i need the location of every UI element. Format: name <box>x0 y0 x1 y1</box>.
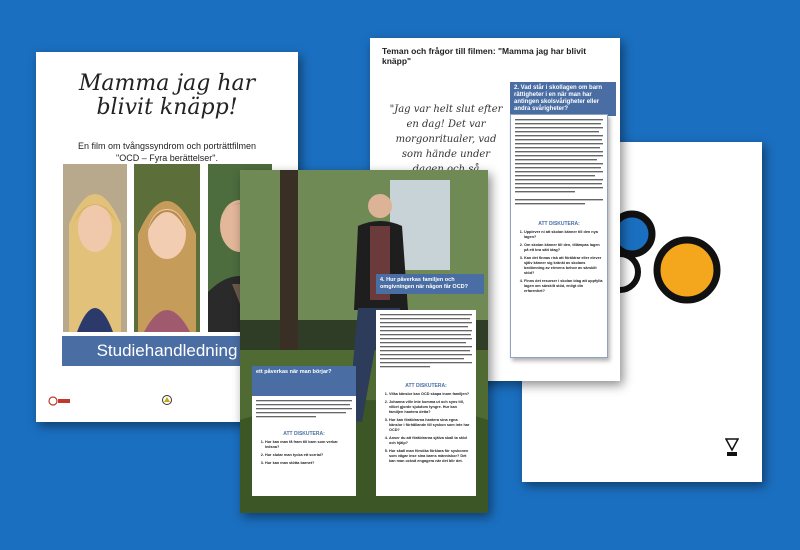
partner-logo-icon <box>48 396 70 406</box>
subtitle-line: "OCD – Fyra berättelser". <box>116 153 218 163</box>
text-block-lines <box>380 314 472 374</box>
portrait-illustration <box>134 164 200 332</box>
question-box <box>510 114 608 358</box>
film-quote: "Jag var helt slut efter en dag! Det var morgonritualer, vad som hände under <box>389 104 503 160</box>
portrait-illustration <box>63 164 127 332</box>
list-item: 2. Om skolan känner till den, tillämpas lagen på ett bra sätt idag? <box>524 243 603 253</box>
list-item: 2. Hur slutar man tycka ett sorrial? <box>265 453 352 458</box>
portrait-young-girl <box>134 164 200 332</box>
question-box-heading: 2. Vad står i skollagen om barn rättigheter i en när man har antingen skolsvårigheter eller andra svårigheter? <box>510 82 616 116</box>
discuss-label: ATT DISKUTERA: <box>538 221 580 227</box>
list-item: 4. Anser du att föräldrarna själva skall ta stöd och hjälp? <box>389 436 472 446</box>
left-box-heading: ett påverkas när man börjar? <box>252 366 356 396</box>
discuss-label: ATT DISKUTERA: <box>283 431 325 437</box>
discuss-label: ATT DISKUTERA: <box>405 383 447 389</box>
question-list <box>515 230 603 294</box>
title-line: Mamma jag har <box>78 71 256 96</box>
cover-title <box>36 72 298 120</box>
list-item: 3. Hur kan föräldrarna hantera sina egna känslor i förhållande till syskon som inte har OCD? <box>389 418 472 433</box>
list-item: 1. Hur kan man få fram till barn som verkar ledsna? <box>265 440 352 450</box>
question-list <box>380 392 472 464</box>
portrait-teen-girl <box>63 164 127 332</box>
list-item: 2. Johanna ville inte komma ut och syns till, vilket gjorde sjukdom tyngre. Hur kan familjen hantera detta? <box>389 400 472 415</box>
list-item: 1. Vilka känslor kan OCD skapa inom familjen? <box>389 392 472 397</box>
text-block-lines <box>256 400 352 422</box>
list-item: 5. Hur skall man försöka förklara för syskonen som vågar inse sina barns människor? Det kan man också engagera när det blir det. <box>389 449 472 464</box>
cover-subtitle <box>36 140 298 164</box>
left-question-box <box>252 396 356 496</box>
emblem-icon <box>162 395 172 405</box>
orange-circle <box>657 240 717 300</box>
quote-page-header: Teman och frågor till filmen: "Mamma jag har blivit knäpp" <box>382 46 587 66</box>
list-item: 4. Finns det resurser i skolan idag att uppfylla lagen om särskilt stöd, enligt din erfarenhet? <box>524 279 603 294</box>
body-text-lines <box>515 119 603 217</box>
publisher-logo-icon <box>725 438 739 458</box>
list-item: 1. Upplever ni att skolan känner till den nya lagen? <box>524 230 603 240</box>
question-box-heading: 4. Hur påverkas familjen och omgivningen när någon får OCD? <box>376 274 484 294</box>
study-guide-band: Studiehandledning <box>62 336 272 366</box>
text-block-lines <box>515 119 603 215</box>
list-item: 3. Hur kan man stötta barnet? <box>265 461 352 466</box>
title-line: blivit knäpp! <box>96 95 238 120</box>
question-list <box>256 440 352 466</box>
list-item: 3. Kan det finnas risk att föräldrar eller elever själv känner sig kränkt av skolans bedömning av elevens behov av särskilt stöd? <box>524 256 603 276</box>
question-box <box>376 310 476 496</box>
photo-page <box>240 170 488 513</box>
subtitle-line: En film om tvångssyndrom och porträttfilmen <box>77 141 257 151</box>
